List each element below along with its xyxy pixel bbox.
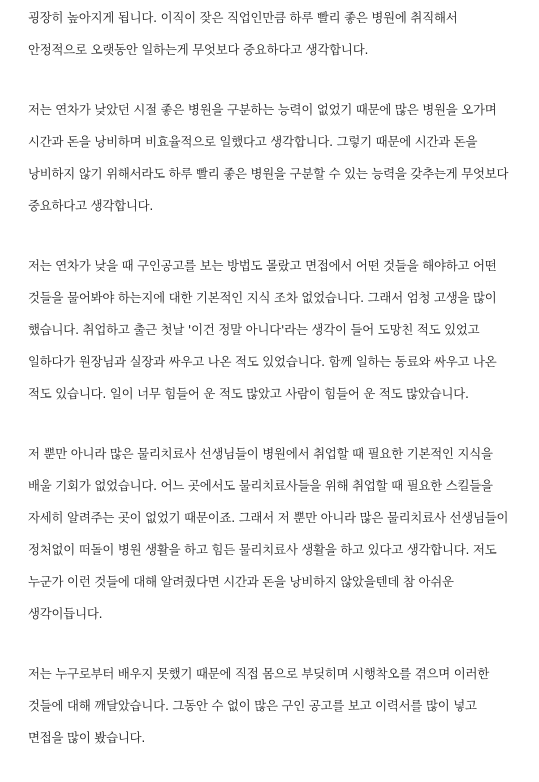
article-body bbox=[28, 0, 528, 782]
text-line: 저는 연차가 낮았던 시절 좋은 병원을 구분하는 능력이 없었기 때문에 많은 병원을 오가며 bbox=[28, 102, 497, 117]
text-line: 자세히 알려주는 곳이 없었기 때문이죠. 그래서 저 뿐만 아니라 많은 물리치료사 선생님들이 bbox=[28, 510, 509, 525]
text-line: 저는 연차가 낮을 때 구인공고를 보는 방법도 몰랐고 면접에서 어떤 것들을 해야하고 어떤 bbox=[28, 258, 497, 273]
text-line: 굉장히 높아지게 됩니다. 이직이 잦은 직업인만큼 하루 빨리 좋은 병원에 취직해서 bbox=[28, 10, 458, 25]
text-line: 누군가 이런 것들에 대해 알려줬다면 시간과 돈을 낭비하지 않았을텐데 참 아쉬운 bbox=[28, 574, 454, 589]
text-line: 배울 기회가 없었습니다. 어느 곳에서도 물리치료사들을 위해 취업할 때 필요한 스킬들을 bbox=[28, 478, 493, 493]
text-line: 면접을 많이 봤습니다. bbox=[28, 730, 146, 745]
paragraph-3 bbox=[28, 250, 528, 410]
text-line: 생각이듭니다. bbox=[28, 606, 103, 621]
text-line: 시간과 돈을 낭비하며 비효율적으로 일했다고 생각합니다. 그렇기 때문에 시간과 돈을 bbox=[28, 134, 478, 149]
text-line: 것들을 물어봐야 하는지에 대한 기본적인 지식 조차 없었습니다. 그래서 엄청 고생을 많이 bbox=[28, 290, 497, 305]
paragraph-5 bbox=[28, 658, 528, 754]
paragraph-2 bbox=[28, 94, 528, 222]
text-line: 저 뿐만 아니라 많은 물리치료사 선생님들이 병원에서 취업할 때 필요한 기본적인 지식을 bbox=[28, 446, 493, 461]
text-line: 정처없이 떠돌이 병원 생활을 하고 힘든 물리치료사 생활을 하고 있다고 생각합니다. 저도 bbox=[28, 542, 497, 557]
paragraph-1 bbox=[28, 2, 528, 66]
paragraph-4 bbox=[28, 438, 528, 630]
text-line: 적도 있습니다. 일이 너무 힘들어 운 적도 많았고 사람이 힘들어 운 적도 많았습니다. bbox=[28, 386, 469, 401]
text-line: 일하다가 원장님과 실장과 싸우고 나온 적도 있었습니다. 함께 일하는 동료와 싸우고 나온 bbox=[28, 354, 497, 369]
text-line: 안정적으로 오랫동안 일하는게 무엇보다 중요하다고 생각합니다. bbox=[28, 42, 369, 57]
text-line: 했습니다. 취업하고 출근 첫날 '이건 정말 아니다'라는 생각이 들어 도망친 적도 있었고 bbox=[28, 322, 480, 337]
text-line: 중요하다고 생각합니다. bbox=[28, 198, 154, 213]
text-line: 낭비하지 않기 위해서라도 하루 빨리 좋은 병원을 구분할 수 있는 능력을 갖추는게 무엇보다 bbox=[28, 166, 509, 181]
text-line: 것들에 대해 깨달았습니다. 그동안 수 없이 많은 구인 공고를 보고 이력서를 많이 넣고 bbox=[28, 698, 477, 713]
text-line: 저는 누구로부터 배우지 못했기 때문에 직접 몸으로 부딪히며 시행착오를 겪으며 이러한 bbox=[28, 666, 490, 681]
